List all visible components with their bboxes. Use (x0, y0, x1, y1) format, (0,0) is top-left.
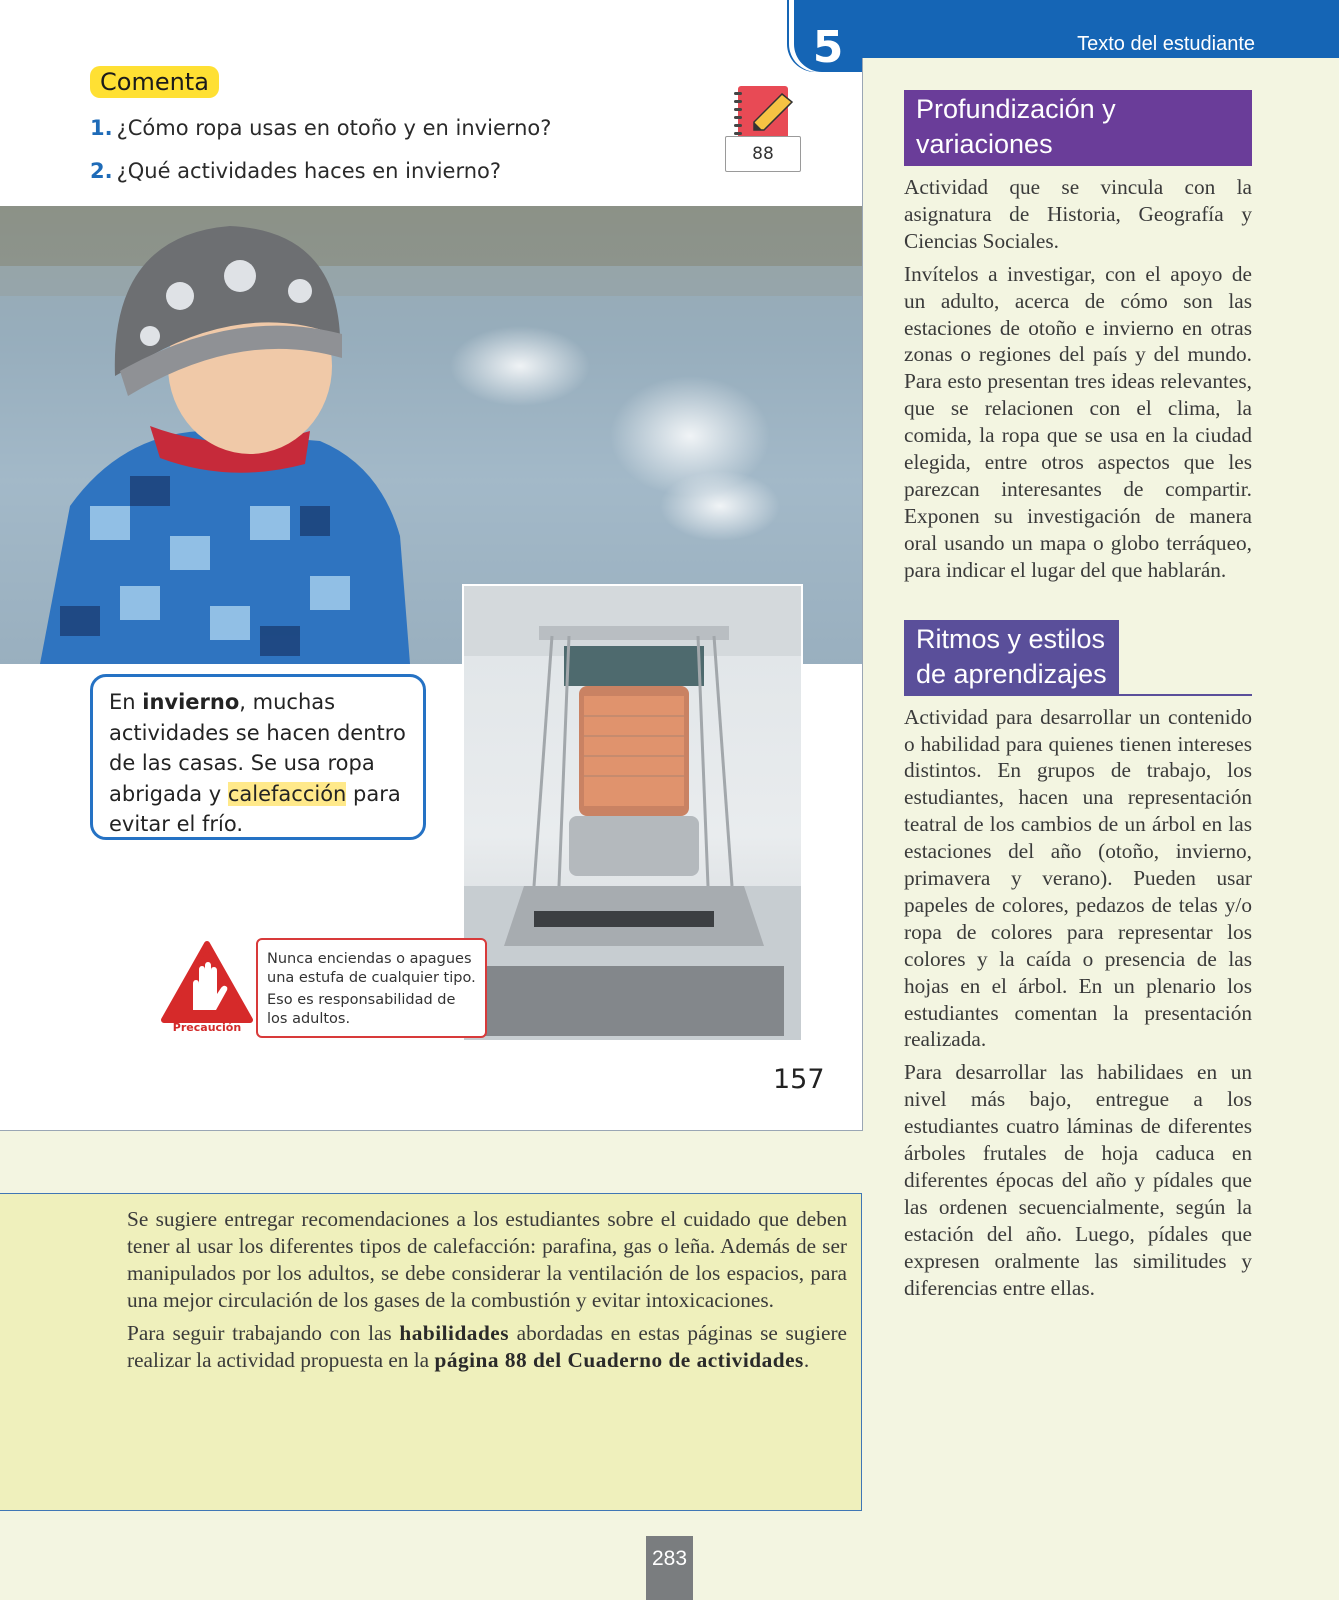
warning-label: Precaución (172, 1021, 242, 1034)
question-1 (90, 116, 551, 140)
callout-bold-term: invierno (142, 690, 240, 714)
heater-illustration (464, 586, 801, 1040)
section-paragraph: Actividad para desarrollar un contenido o habilidad para quienes tienen intereses distintos. En grupos de trabajo, los estudiantes, hacen una representación teatral de los cambios de un árbol en las estaciones del año (otoño, invierno, primavera y verano). Pueden usar papeles de colores, pedazos de telas y/o ropa de colores para representar los colores y la caída o presencia de las hojas en el árbol. En un plenario los estudiantes comentan la presentación realizada. (904, 704, 1252, 1052)
teacher-note-box (0, 1193, 862, 1511)
question-number: 2. (90, 159, 113, 183)
note-paragraph-1: Se sugiere entregar recomendaciones a los estudiantes sobre el cuidado que deben tener al usar los diferentes tipos de calefacción: parafina, gas o leña. Además de ser manipulados por los adultos, se debe considerar la ventilación de los espacios, para una mejor circulación de los gases de la combustión y evitar intoxicaciones. (127, 1207, 847, 1312)
header-title: Texto del estudiante (1077, 33, 1255, 55)
section-gap (904, 590, 1252, 620)
section-rule (904, 694, 1252, 696)
section-title-line: de aprendizajes (916, 658, 1107, 689)
student-page (0, 0, 863, 1131)
section-title-profundizacion: Profundización y variaciones (904, 90, 1252, 164)
note-text: abordadas en estas páginas se sugiere realizar la actividad propuesta en la (127, 1320, 848, 1372)
note-paragraph-2 (127, 1320, 847, 1374)
warning-line-2: Eso es responsabilidad de los adultos. (267, 992, 456, 1027)
teacher-page-number: 283 (646, 1536, 693, 1600)
warning-line-1: Nunca enciendas o apagues una estufa de cualquier tipo. (267, 951, 476, 986)
question-text: ¿Cómo ropa usas en otoño y en invierno? (116, 116, 552, 140)
question-number: 1. (90, 116, 113, 140)
note-text: Para seguir trabajando con las (127, 1320, 400, 1345)
section-title-ritmos (904, 620, 1119, 694)
unit-number-tab: 5 (794, 0, 862, 72)
note-bold: habilidades (399, 1320, 510, 1345)
teacher-sidebar (904, 90, 1252, 1308)
section-paragraph: Actividad que se vincula con la asignatura de Historia, Geografía y Ciencias Sociales. (904, 175, 1252, 253)
section-paragraph: Para desarrollar las habilidaes en un nivel más bajo, entregue a los estudiantes cuatro láminas de diferentes árboles frutales de hoja caduca en diferentes épocas del año y pídales que las ordenen secuencialmente, según la estación del año. Luego, pídales que expresen oralmente las similitudes y diferencias entre ellas. (904, 1060, 1252, 1300)
callout-text: En (109, 690, 143, 714)
section-rule (904, 164, 1252, 166)
workbook-page-ref: 88 (725, 136, 801, 172)
callout-text: , muchas actividades se hacen dentro de las casas. Se usa ropa abrigada y (109, 690, 406, 806)
header-bar (862, 0, 1339, 58)
section-paragraph: Invítelos a investigar, con el apoyo de un adulto, acerca de cómo son las estaciones de otoño e invierno en otras zonas o regiones del país y del mundo. Para esto presentan tres ideas relevantes, que se relacionen con el clima, la comida, la ropa que se usa en la ciudad elegida, entre otros aspectos que les parezcan interesantes de compartir. Exponen su investigación de manera oral usando un mapa o globo terráqueo, para indicar el lugar del que hablarán. (904, 261, 1252, 582)
student-page-number: 157 (773, 1064, 825, 1095)
section-title-line: Ritmos y estilos (916, 623, 1106, 654)
warning-box (256, 938, 487, 1038)
note-text: . (803, 1347, 810, 1372)
kerosene-heater-photo (462, 584, 803, 1042)
winter-callout (90, 674, 426, 840)
teacher-note (127, 1206, 847, 1379)
callout-text: para evitar el frío. (109, 781, 401, 836)
question-text: ¿Qué actividades haces en invierno? (116, 159, 502, 183)
comenta-label: Comenta (90, 66, 219, 98)
callout-highlight-term: calefacción (227, 781, 347, 806)
question-2 (90, 159, 501, 183)
note-bold: página 88 del Cuaderno de actividades (434, 1347, 804, 1372)
